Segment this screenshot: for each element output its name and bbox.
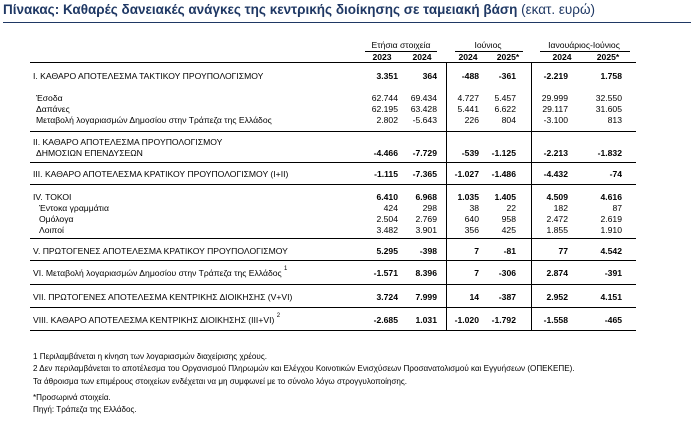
row-separator — [30, 307, 636, 308]
row-label: V. ΠΡΩΤΟΓΕΝΕΣ ΑΠΟΤΕΛΕΣΜΑ ΚΡΑΤΙΚΟΥ ΠΡΟΥΠΟΛΟΓΙΣΜΟΥ — [33, 246, 288, 256]
row-separator — [30, 162, 636, 163]
cell: -1.792 — [491, 315, 516, 325]
cell: -306 — [498, 268, 516, 278]
table-row — [0, 115, 694, 125]
cell: 31.605 — [595, 104, 622, 114]
source-note: Πηγή: Τράπεζα της Ελλάδος. — [33, 405, 137, 414]
cell: 226 — [464, 115, 479, 125]
cell: 2.802 — [376, 115, 398, 125]
row-label: Μεταβολή λογαριασμών Δημοσίου στην Τράπεζα της Ελλάδος — [36, 115, 272, 125]
row-separator — [30, 238, 636, 239]
table-row — [0, 268, 694, 278]
cell: -1.125 — [491, 148, 516, 158]
cell: 640 — [464, 214, 479, 224]
cell: 3.901 — [415, 225, 437, 235]
row-label: I. ΚΑΘΑΡΟ ΑΠΟΤΕΛΕΣΜΑ ΤΑΚΤΙΚΟΥ ΠΡΟΥΠΟΛΟΓΙΣΜΟΥ — [33, 71, 264, 81]
cell: -74 — [609, 169, 622, 179]
cell: 1.910 — [600, 225, 622, 235]
cell: 7 — [474, 268, 479, 278]
footnote-marker: 1 — [284, 266, 288, 272]
cell: 298 — [422, 203, 437, 213]
cell: 5.295 — [376, 246, 398, 256]
cell: -2.685 — [373, 315, 398, 325]
table-row — [0, 246, 694, 256]
table-title-unit: (εκατ. ευρώ) — [521, 2, 596, 17]
cell: 5.441 — [457, 104, 479, 114]
table-bottom-border — [30, 330, 636, 331]
cell: 2.472 — [546, 214, 568, 224]
cell: 5.457 — [494, 93, 516, 103]
row-label: II. ΚΑΘΑΡΟ ΑΠΟΤΕΛΕΣΜΑ ΠΡΟΥΠΟΛΟΓΙΣΜΟΥ — [33, 137, 223, 147]
cell: -361 — [498, 71, 516, 81]
cell: 6.622 — [494, 104, 516, 114]
footnote: *Προσωρινά στοιχεία. — [33, 393, 111, 402]
cell: 6.968 — [415, 192, 437, 202]
cell: 425 — [501, 225, 516, 235]
cell: -4.432 — [543, 169, 568, 179]
cell: 3.724 — [376, 292, 398, 302]
row-label-continuation: ΔΗΜΟΣΙΩΝ ΕΠΕΝΔΥΣΕΩΝ — [36, 148, 143, 158]
header-year: 2025* — [596, 52, 620, 62]
cell: 22 — [506, 203, 516, 213]
cell: 6.410 — [376, 192, 398, 202]
cell: 4.151 — [600, 292, 622, 302]
cell: 62.195 — [371, 104, 398, 114]
row-separator — [30, 131, 636, 132]
cell: 77 — [558, 246, 568, 256]
header-year: 2024 — [552, 52, 572, 62]
row-label: Έντοκα γραμμάτια — [39, 203, 109, 213]
row-label: III. ΚΑΘΑΡΟ ΑΠΟΤΕΛΕΣΜΑ ΚΡΑΤΙΚΟΥ ΠΡΟΥΠΟΛΟΓΙΣΜΟΥ (I+II) — [33, 169, 289, 179]
cell: -391 — [604, 268, 622, 278]
cell: 63.428 — [410, 104, 437, 114]
cell: 4.616 — [600, 192, 622, 202]
table-title-main: Πίνακας: Καθαρές δανειακές ανάγκες της κεντρικής διοίκησης σε ταμειακή βάση — [3, 2, 518, 17]
cell: -1.832 — [597, 148, 622, 158]
cell: -1.115 — [374, 169, 398, 179]
footnote: Τα άθροισμα των επιμέρους στοιχείων ενδέχεται να μη συμφωνεί με το σύνολο λόγω στρογγυλοποίησης. — [33, 377, 408, 386]
cell: -3.100 — [543, 115, 568, 125]
cell: 87 — [612, 203, 622, 213]
footnote: 2 Δεν περιλαμβάνεται το αποτέλεσμα του Οργανισμού Πληρωμών και Ελέγχου Κοινοτικών Ενισχύσεων Προσανατολισμού και Εγγυήσεων (ΟΠΕΚΕΠΕ). — [33, 364, 575, 373]
cell: 69.434 — [410, 93, 437, 103]
cell: 356 — [464, 225, 479, 235]
cell: 3.482 — [376, 225, 398, 235]
row-label: Δαπάνες — [36, 104, 70, 114]
cell: -81 — [503, 246, 516, 256]
cell: 424 — [383, 203, 398, 213]
row-label: Λοιποί — [39, 225, 64, 235]
table-row — [0, 104, 694, 114]
cell: -4.466 — [373, 148, 398, 158]
header-group-june: Ιούνιος — [474, 40, 502, 50]
table-row — [0, 192, 694, 202]
cell: -1.558 — [543, 315, 568, 325]
table-row — [0, 137, 694, 159]
header-group-jan-june: Ιανουάριος-Ιούνιος — [548, 40, 620, 50]
cell: -387 — [498, 292, 516, 302]
row-label-text: VI. Μεταβολή λογαριασμών Δημοσίου στην Τράπεζα της Ελλάδος — [33, 268, 282, 278]
cell: -7.729 — [412, 148, 437, 158]
table-row — [0, 315, 694, 325]
cell: 1.405 — [494, 192, 516, 202]
row-label: Έσοδα — [36, 93, 63, 103]
cell: 2.874 — [546, 268, 568, 278]
table-title — [3, 2, 693, 17]
title-underline — [3, 22, 691, 23]
cell: -398 — [419, 246, 437, 256]
cell: 182 — [553, 203, 568, 213]
cell: -5.643 — [412, 115, 437, 125]
cell: 4.509 — [546, 192, 568, 202]
cell: 7 — [474, 246, 479, 256]
cell: 8.396 — [415, 268, 437, 278]
cell: -1.486 — [491, 169, 516, 179]
cell: 3.351 — [376, 71, 398, 81]
cell: 29.999 — [541, 93, 568, 103]
cell: 804 — [501, 115, 516, 125]
cell: 7.999 — [415, 292, 437, 302]
cell: 1.758 — [600, 71, 622, 81]
row-label: Ομόλογα — [39, 214, 74, 224]
cell: -488 — [461, 71, 479, 81]
cell: 29.117 — [542, 104, 568, 114]
cell: 2.769 — [415, 214, 437, 224]
row-label: IV. ΤΟΚΟΙ — [33, 192, 72, 202]
cell: 364 — [422, 71, 437, 81]
header-year: 2023 — [372, 52, 392, 62]
cell: -7.365 — [412, 169, 437, 179]
header-separator — [30, 62, 636, 63]
cell: -1.027 — [454, 169, 479, 179]
cell: 813 — [607, 115, 622, 125]
header-year: 2024 — [458, 52, 478, 62]
cell: -1.020 — [454, 315, 479, 325]
cell: 4.727 — [457, 93, 479, 103]
cell: -1.571 — [373, 268, 398, 278]
cell: -2.219 — [543, 71, 568, 81]
header-year: 2024 — [412, 52, 432, 62]
table-row — [0, 71, 694, 81]
header-year: 2025* — [496, 52, 520, 62]
cell: 1.031 — [415, 315, 437, 325]
footnote-marker: 2 — [276, 313, 281, 319]
table-row — [0, 93, 694, 103]
table-row — [0, 292, 694, 302]
row-label-text: VIII. ΚΑΘΑΡΟ ΑΠΟΤΕΛΕΣΜΑ ΚΕΝΤΡΙΚΗΣ ΔΙΟΙΚΗΣΗΣ (III+VI) — [33, 315, 275, 325]
table-row — [0, 169, 694, 179]
header-group-annual: Ετήσια στοιχεία — [371, 40, 431, 50]
cell: -465 — [604, 315, 622, 325]
cell: 2.952 — [546, 292, 568, 302]
table-row — [0, 225, 694, 235]
table-row — [0, 203, 694, 213]
cell: 38 — [469, 203, 479, 213]
table-row — [0, 214, 694, 224]
row-label — [33, 268, 287, 278]
cell: 2.504 — [376, 214, 398, 224]
footnote: 1 Περιλαμβάνεται η κίνηση των λογαριασμών διαχείρισης χρέους. — [33, 352, 267, 361]
cell: 62.744 — [371, 93, 398, 103]
row-separator — [30, 284, 636, 285]
cell: 1.855 — [546, 225, 568, 235]
cell: 32.550 — [595, 93, 622, 103]
cell: 1.035 — [457, 192, 479, 202]
row-label: VII. ΠΡΩΤΟΓΕΝΕΣ ΑΠΟΤΕΛΕΣΜΑ ΚΕΝΤΡΙΚΗΣ ΔΙΟΙΚΗΣΗΣ (V+VI) — [33, 292, 293, 302]
cell: 4.542 — [600, 246, 622, 256]
row-separator — [30, 260, 636, 261]
cell: 14 — [469, 292, 479, 302]
cell: 2.619 — [600, 214, 622, 224]
cell: 958 — [501, 214, 516, 224]
row-separator — [30, 184, 636, 185]
cell: -2.213 — [543, 148, 568, 158]
cell: -539 — [461, 148, 479, 158]
row-label — [33, 315, 280, 325]
